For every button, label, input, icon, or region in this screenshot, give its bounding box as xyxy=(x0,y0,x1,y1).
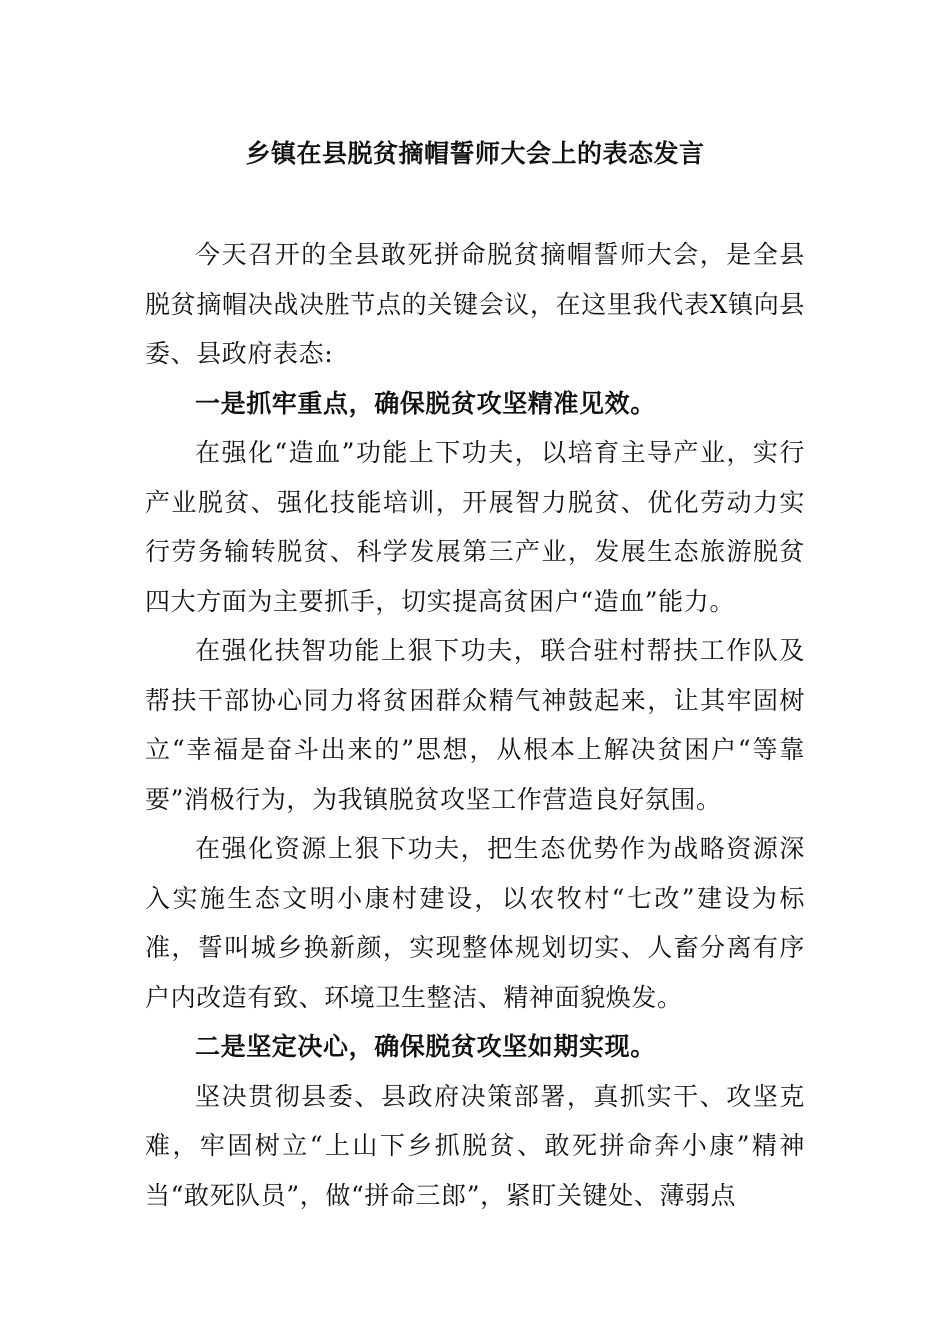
paragraph-determination: 坚决贯彻县委、县政府决策部署，真抓实干、攻坚克难，牢固树立“上山下乡抓脱贫、敢死拼命奔小康”精神当“敢死队员”，做“拼命三郎”，紧盯关键处、薄弱点 xyxy=(145,1081,805,1210)
paragraph-blood-making: 在强化“造血”功能上下功夫，以培育主导产业，实行产业脱贫、强化技能培训，开展智力脱贫、优化劳动力实行劳务输转脱贫、科学发展第三产业，发展生态旅游脱贫四大方面为主要抓手，切实提高贫困户“造血”能力。 xyxy=(145,438,805,616)
section-heading-2: 二是坚定决心，确保脱贫攻坚如期实现。 xyxy=(195,1032,656,1061)
paragraph-intro: 今天召开的全县敢死拼命脱贫摘帽誓师大会，是全县脱贫摘帽决战决胜节点的关键会议，在这里我代表X镇向县委、县政府表态: xyxy=(145,240,805,368)
paragraph-resources: 在强化资源上狠下功夫，把生态优势作为战略资源深入实施生态文明小康村建设，以农牧村“七改”建设为标准，誓叫城乡换新颜，实现整体规划切实、人畜分离有序户内改造有致、环境卫生整洁、精神面貌焕发。 xyxy=(145,834,805,1012)
section-heading-1: 一是抓牢重点，确保脱贫攻坚精准见效。 xyxy=(195,388,656,418)
paragraph-wisdom-support: 在强化扶智功能上狠下功夫，联合驻村帮扶工作队及帮扶干部协心同力将贫困群众精气神鼓起来，让其牢固树立“幸福是奋斗出来的”思想，从根本上解决贫困户“等靠要”消极行为，为我镇脱贫攻坚工作营造良好氛围。 xyxy=(145,636,805,814)
document-body xyxy=(145,230,805,1220)
document-title: 乡镇在县脱贫摘帽誓师大会上的表态发言 xyxy=(245,139,705,168)
